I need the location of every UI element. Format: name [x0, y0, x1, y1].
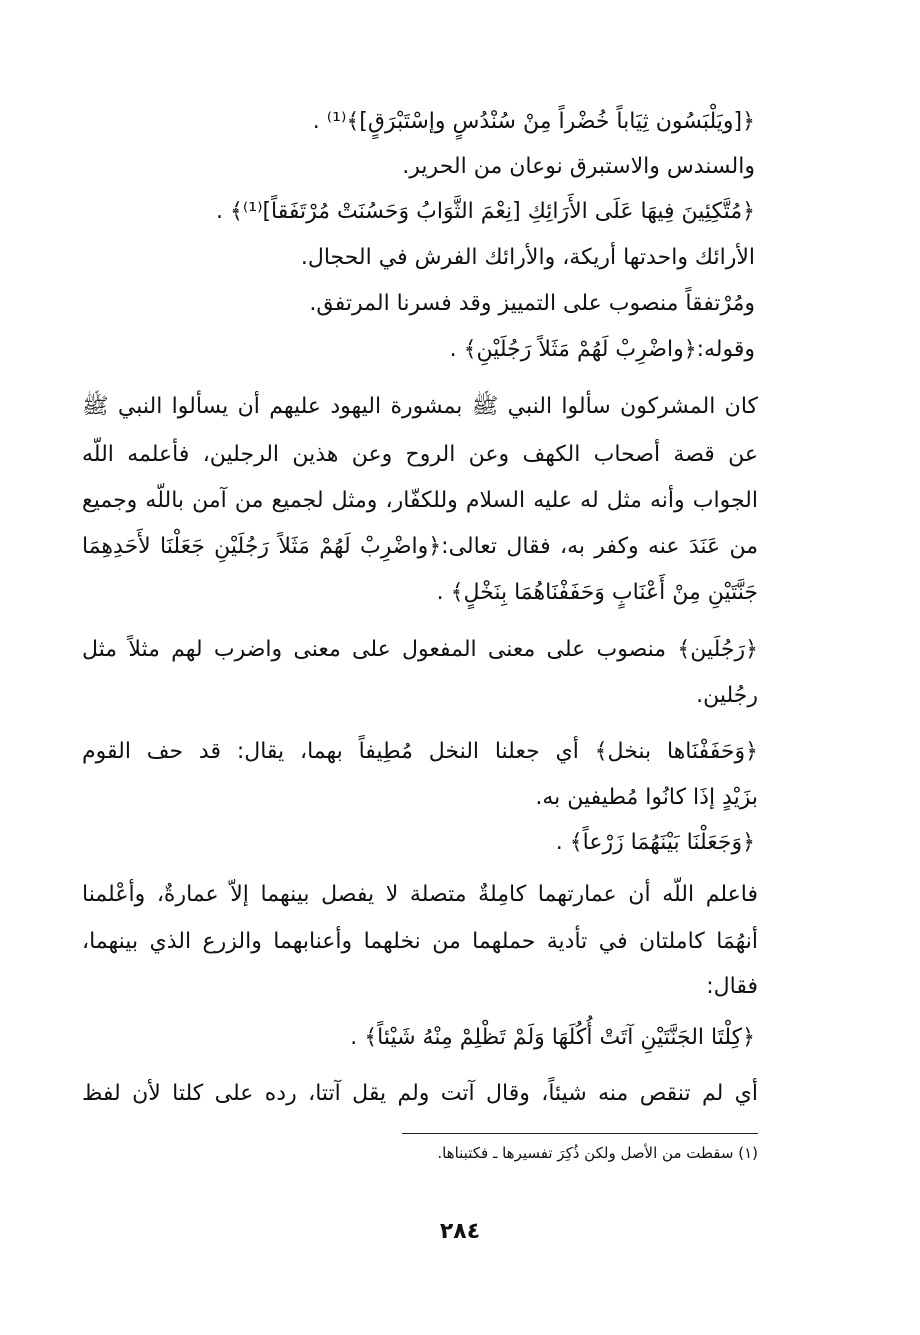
text-line: فقال: [706, 974, 758, 999]
text-line: بزَيْدٍ إذَا كانُوا مُطيفين به. [535, 785, 758, 810]
text-line: الجواب وأنه مثل له عليه السلام وللكفّار، ومثل لجميع من آمن باللّه وجميع [82, 488, 758, 513]
text-line: ﴿وَجَعَلْنَا بَيْنَهُمَا زَرْعاً﴾ . [555, 830, 755, 855]
text-line: فاعلم اللّه أن عمارتهما كامِلةٌ متصلة لا يفصل بينهما إلاّ عمارةٌ، وأعْلمنا [82, 882, 758, 907]
text-line: ﴿كِلْتَا الجَنَّتَيْنِ آتَتْ أُكُلَهَا وَلَمْ تَظْلِمْ مِنْهُ شَيْئاً﴾ . [350, 1025, 755, 1050]
text-line: ﴿وَحَفَفْنَاها بنخل﴾ أي جعلنا النخل مُطِيفاً بهما، يقال: قد حف القوم [82, 739, 758, 764]
text-line: الأرائك واحدتها أريكة، والأرائك الفرش في الحجال. [300, 245, 755, 270]
text-line: ﴿[ويَلْبَسُون ثِيَاباً خُضْراً مِنْ سُنْدُسٍ وإسْتَبْرَقٍ]﴾⁽¹⁾ . [312, 109, 755, 134]
footnote: (١) سقطت من الأصل ولكن ذُكِرَ تفسيرها ـ فكتبناها. [437, 1144, 758, 1162]
page-number: ٢٨٤ [439, 1219, 481, 1244]
text-line: كان المشركون سألوا النبي ﷺ بمشورة اليهود عليهم أن يسألوا النبي ﷺ [82, 394, 758, 419]
text-line: والسندس والاستبرق نوعان من الحرير. [402, 154, 755, 179]
text-line: ﴿مُتَّكِئِينَ فِيهَا عَلَى الأَرَائِكِ [نِعْمَ الثَّوَابُ وَحَسُنَتْ مُرْتَفَقاً]⁽¹⁾﴾ . [215, 199, 755, 224]
footnote-divider [402, 1133, 758, 1134]
text-line: رجُلين. [696, 683, 758, 708]
text-line: من عَنَدَ عنه وكفر به، فقال تعالى:﴿واضْرِبْ لَهُمْ مَثَلاً رَجُلَيْنِ جَعَلْنَا لأَحَدِهِمَا [82, 534, 758, 559]
text-line: ومُرْتفقاً منصوب على التمييز وقد فسرنا المرتفق. [309, 291, 755, 316]
text-line: أنهُمَا كاملتان في تأدية حملهما من نخلهما وأعنابهما والزرع الذي بينهما، [82, 929, 758, 954]
text-line: عن قصة أصحاب الكهف وعن الروح وعن هذين الرجلين، فأعلمه اللّه [82, 442, 758, 467]
text-line: وقوله:﴿واضْرِبْ لَهُمْ مَثَلاً رَجُلَيْنِ﴾ . [449, 337, 755, 362]
text-line: ﴿رَجُلَين﴾ منصوب على معنى المفعول على معنى واضرب لهم مثلاً مثل [82, 637, 758, 662]
text-line: جَنَّتَيْنِ مِنْ أَعْنَابٍ وَحَفَفْنَاهُمَا بِنَخْلٍ﴾ . [436, 580, 758, 605]
text-line: أي لم تنقص منه شيئاً، وقال آتت ولم يقل آتتا، رده على كلتا لأن لفظ [82, 1081, 758, 1106]
